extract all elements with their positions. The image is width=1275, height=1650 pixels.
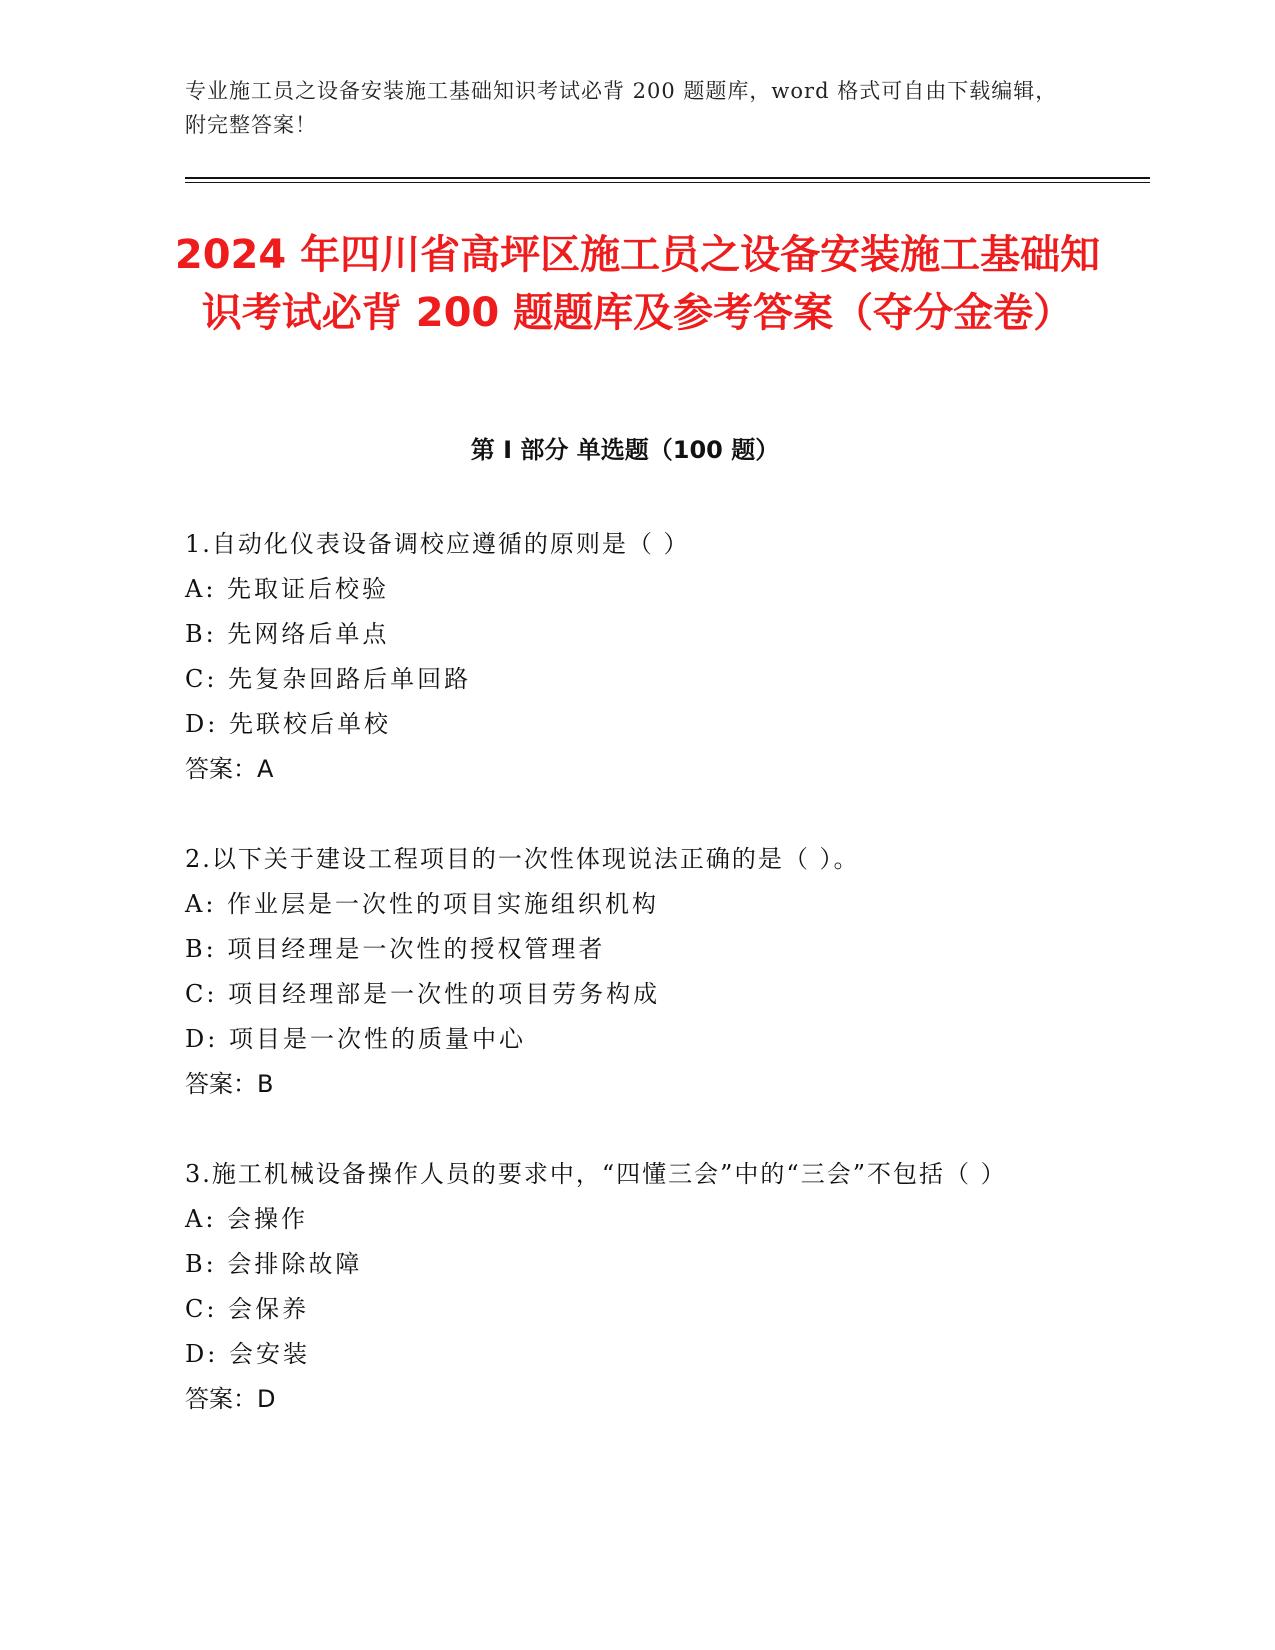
option-c: C: 先复杂回路后单回路	[185, 665, 472, 693]
header-divider-thick	[185, 177, 1150, 179]
question-stem: 1.自动化仪表设备调校应遵循的原则是（ ）	[185, 530, 690, 558]
document-title: 2024 年四川省高坪区施工员之设备安装施工基础知识考试必背 200 题题库及参考答案（夺分金卷）	[174, 232, 1101, 336]
answer: 答案：A	[185, 755, 274, 783]
question-stem: 3.施工机械设备操作人员的要求中，“四懂三会”中的“三会”不包括（ ）	[185, 1160, 1007, 1188]
question-1	[185, 522, 1085, 792]
option-b: B: 会排除故障	[185, 1250, 363, 1278]
answer: 答案：B	[185, 1070, 274, 1098]
header-note: 专业施工员之设备安装施工基础知识考试必背 200 题题库，word 格式可自由下载编辑，附完整答案！	[185, 79, 1058, 137]
answer: 答案：D	[185, 1385, 276, 1413]
option-a: A: 先取证后校验	[185, 575, 390, 603]
question-2	[185, 837, 1085, 1107]
option-a: A: 会操作	[185, 1205, 309, 1233]
option-c: C: 会保养	[185, 1295, 310, 1323]
option-b: B: 项目经理是一次性的授权管理者	[185, 935, 606, 963]
option-d: D: 先联校后单校	[185, 710, 391, 738]
header-divider-thin	[185, 182, 1150, 183]
question-stem: 2.以下关于建设工程项目的一次性体现说法正确的是（ ）。	[185, 845, 860, 873]
question-3	[185, 1152, 1085, 1422]
option-d: D: 项目是一次性的质量中心	[185, 1025, 526, 1053]
section-title: 第 I 部分 单选题（100 题）	[470, 436, 780, 464]
option-b: B: 先网络后单点	[185, 620, 390, 648]
option-d: D: 会安装	[185, 1340, 310, 1368]
option-c: C: 项目经理部是一次性的项目劳务构成	[185, 980, 661, 1008]
option-a: A: 作业层是一次性的项目实施组织机构	[185, 890, 660, 918]
